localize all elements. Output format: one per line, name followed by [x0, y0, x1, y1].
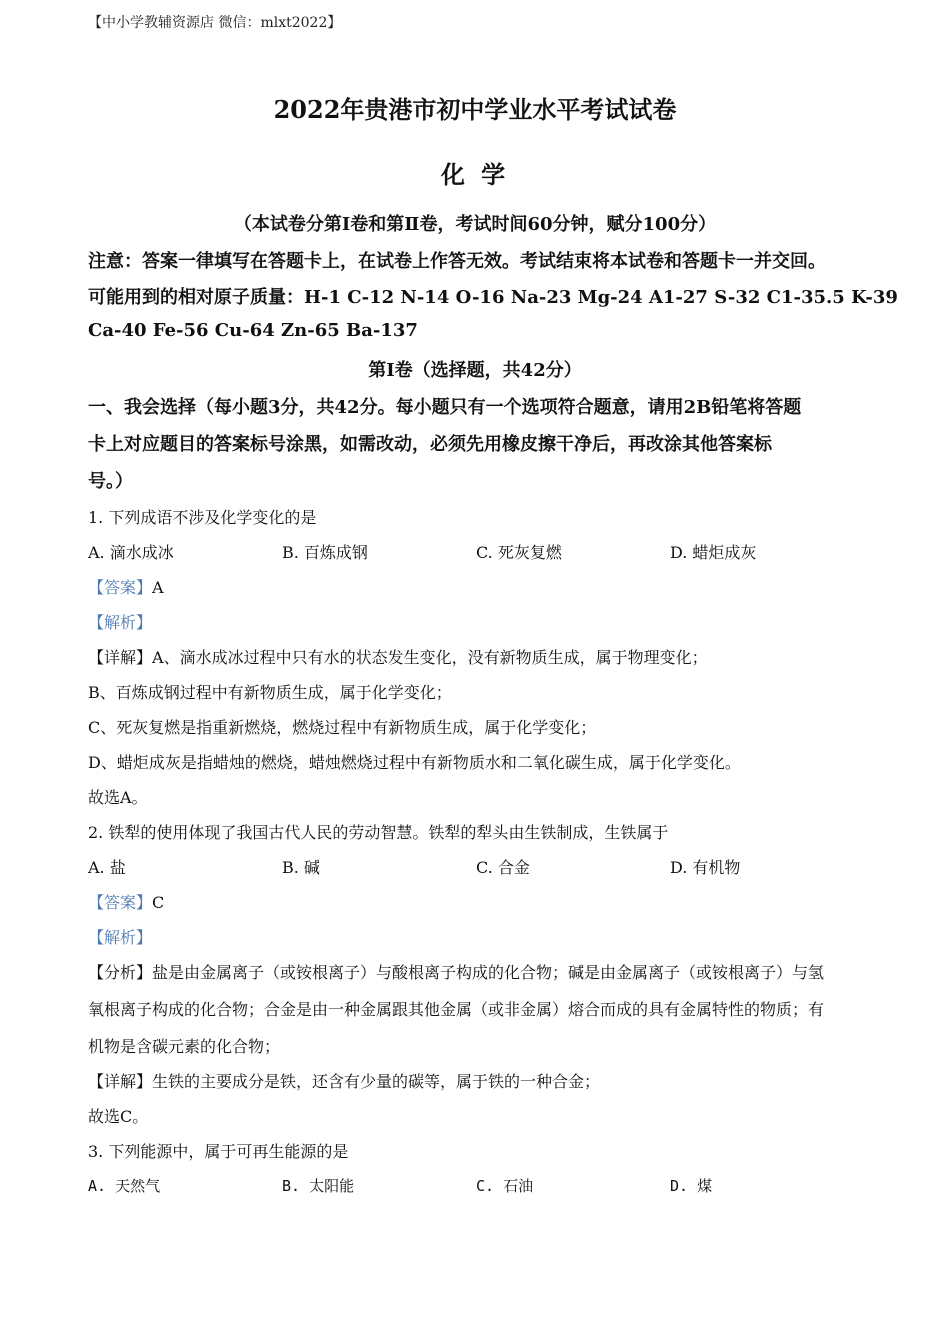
q1-option-b: B. 百炼成钢: [282, 543, 368, 562]
q1-answer-value: A: [152, 578, 164, 597]
fenxi-label: 【分析】: [88, 963, 153, 982]
q3-option-d: D. 煤: [670, 1177, 713, 1195]
q1-conclusion: 故选A。: [88, 788, 148, 807]
q1-stem: 1. 下列成语不涉及化学变化的是: [88, 508, 317, 527]
header-note: 【中小学教辅资源店 微信：mlxt2022】: [88, 15, 342, 31]
notice: 注意：答案一律填写在答题卡上，在试卷上作答无效。考试结束将本试卷和答题卡一并交回。: [88, 251, 826, 272]
atomic-mass-line-1: 可能用到的相对原子质量：H-1 C-12 N-14 O-16 Na-23 Mg-24 A1-27 S-32 C1-35.5 K-39: [88, 287, 898, 308]
q2-analysis-3: 机物是含碳元素的化合物；: [88, 1037, 281, 1056]
section1-line-2: 卡上对应题目的答案标号涂黑，如需改动，必须先用橡皮擦干净后，再改涂其他答案标: [88, 434, 772, 455]
q2-option-a: A. 盐: [88, 858, 126, 877]
q2-analysis-label: 【解析】: [88, 928, 153, 947]
q1-option-d: D. 蜡炬成灰: [670, 543, 757, 562]
q1-detail-a-text: A、滴水成冰过程中只有水的状态发生变化，没有新物质生成，属于物理变化；: [152, 648, 708, 667]
subject-title: 化 学: [440, 160, 510, 189]
q2-analysis-2: 氧根离子构成的化合物；合金是由一种金属跟其他金属（或非金属）熔合而成的具有金属特性的物质；有: [88, 1000, 825, 1019]
q2-answer-value: C: [152, 893, 165, 912]
q2-option-b: B. 碱: [282, 858, 320, 877]
q1-analysis-label: 【解析】: [88, 613, 153, 632]
q2-conclusion: 故选C。: [88, 1107, 149, 1126]
exam-info: （本试卷分第Ⅰ卷和第Ⅱ卷，考试时间60分钟，赋分100分）: [233, 214, 717, 235]
section1-line-1: 一、我会选择（每小题3分，共42分。每小题只有一个选项符合题意，请用2B铅笔将答题: [88, 397, 802, 418]
q2-detail-text: 生铁的主要成分是铁，还含有少量的碳等，属于铁的一种合金；: [152, 1072, 601, 1091]
q1-detail-d: D、蜡炬成灰是指蜡烛的燃烧，蜡烛燃烧过程中有新物质水和二氧化碳生成，属于化学变化。: [88, 753, 741, 772]
detail-label: 【详解】: [88, 1072, 153, 1091]
answer-label: 【答案】: [88, 893, 153, 912]
q1-answer-line: [88, 575, 164, 598]
q1-detail-a: [88, 645, 708, 668]
q2-stem: 2. 铁犁的使用体现了我国古代人民的劳动智慧。铁犁的犁头由生铁制成，生铁属于: [88, 823, 669, 842]
detail-label: 【详解】: [88, 648, 153, 667]
part1-title: 第Ⅰ卷（选择题，共42分）: [368, 360, 582, 381]
q2-option-d: D. 有机物: [670, 858, 741, 877]
exam-title: 2022年贵港市初中学业水平考试试卷: [273, 95, 677, 124]
q2-analysis-1: [88, 960, 824, 983]
q2-detail: [88, 1069, 600, 1092]
q3-stem: 3. 下列能源中，属于可再生能源的是: [88, 1142, 349, 1161]
q2-answer-line: [88, 890, 164, 913]
q2-option-c: C. 合金: [476, 858, 530, 877]
q1-option-a: A. 滴水成冰: [88, 543, 174, 562]
q3-option-c: C. 石油: [476, 1177, 534, 1195]
answer-label: 【答案】: [88, 578, 153, 597]
section1-line-3: 号。）: [88, 471, 133, 492]
q3-option-b: B. 太阳能: [282, 1177, 355, 1195]
q1-detail-b: B、百炼成钢过程中有新物质生成，属于化学变化；: [88, 683, 452, 702]
q1-option-c: C. 死灰复燃: [476, 543, 562, 562]
q2-analysis-1-text: 盐是由金属离子（或铵根离子）与酸根离子构成的化合物；碱是由金属离子（或铵根离子）与氢: [152, 963, 825, 982]
q1-detail-c: C、死灰复燃是指重新燃烧，燃烧过程中有新物质生成，属于化学变化；: [88, 718, 597, 737]
atomic-mass-line-2: Ca-40 Fe-56 Cu-64 Zn-65 Ba-137: [88, 320, 418, 341]
q3-option-a: A. 天然气: [88, 1177, 161, 1195]
